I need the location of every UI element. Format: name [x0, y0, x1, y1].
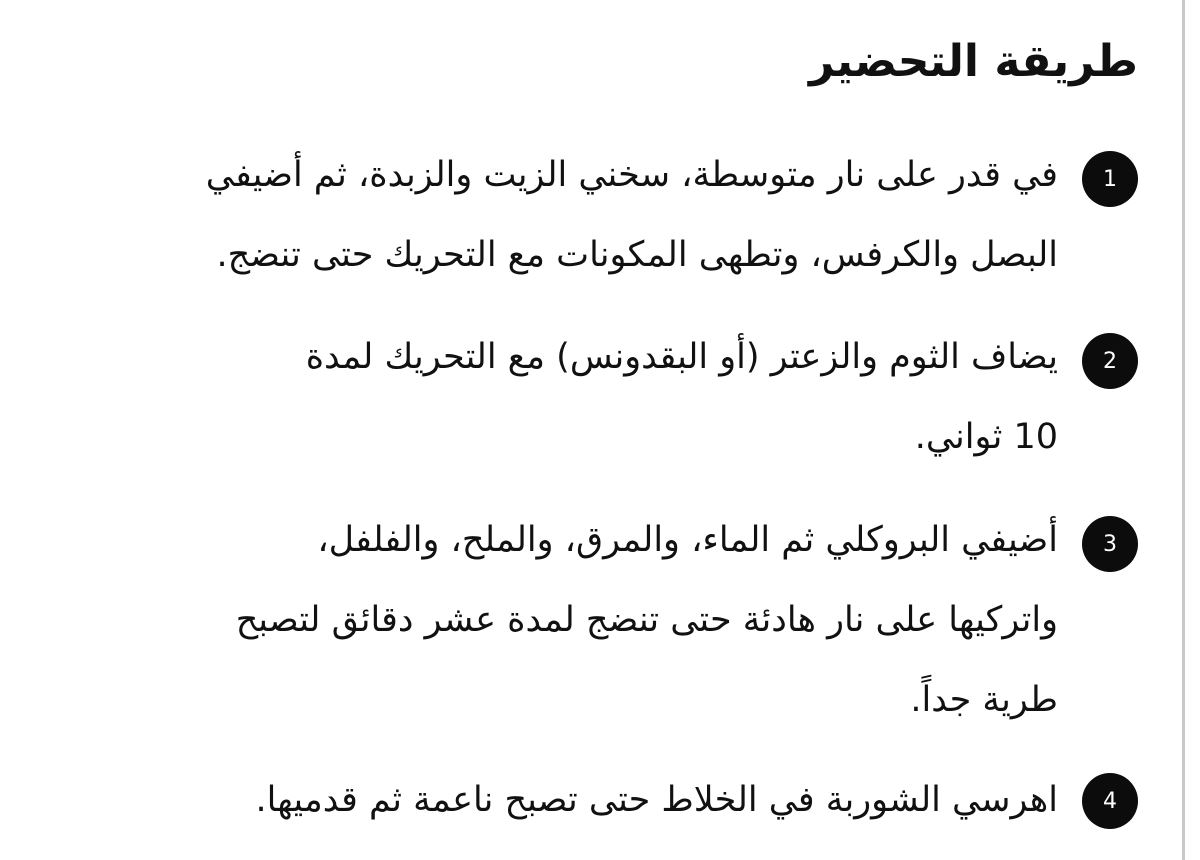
step-line: أضيفي البروكلي ثم الماء، والمرق، والملح، والفلفل، — [317, 520, 1058, 560]
step-line: واتركيها على نار هادئة حتى تنضج لمدة عشر دقائق لتصبح — [235, 600, 1058, 640]
step-line: البصل والكرفس، وتطهى المكونات مع التحريك حتى تنضج. — [216, 235, 1058, 275]
step-number-badge — [1082, 773, 1138, 829]
section-title: طريقة التحضير — [809, 36, 1138, 87]
step-number: 2 — [1103, 348, 1117, 374]
step-line: طرية جداً. — [910, 680, 1058, 720]
step-number-badge — [1082, 516, 1138, 572]
step-line: في قدر على نار متوسطة، سخني الزيت والزبدة، ثم أضيفي — [205, 155, 1058, 195]
scrollbar[interactable] — [1182, 0, 1200, 860]
step-text — [60, 760, 1058, 840]
step-text — [60, 500, 1058, 740]
step-number: 3 — [1103, 531, 1117, 557]
step-number-badge — [1082, 151, 1138, 207]
step-number: 1 — [1103, 166, 1117, 192]
step-line: اهرسي الشوربة في الخلاط حتى تصبح ناعمة ثم قدميها. — [255, 780, 1058, 820]
step-number: 4 — [1103, 788, 1117, 814]
step-text — [60, 317, 1058, 477]
step-text — [60, 135, 1058, 295]
step-line: يضاف الثوم والزعتر (أو البقدونس) مع التحريك لمدة — [305, 337, 1058, 377]
step-number-badge — [1082, 333, 1138, 389]
step-line: 10 ثواني. — [914, 417, 1058, 457]
